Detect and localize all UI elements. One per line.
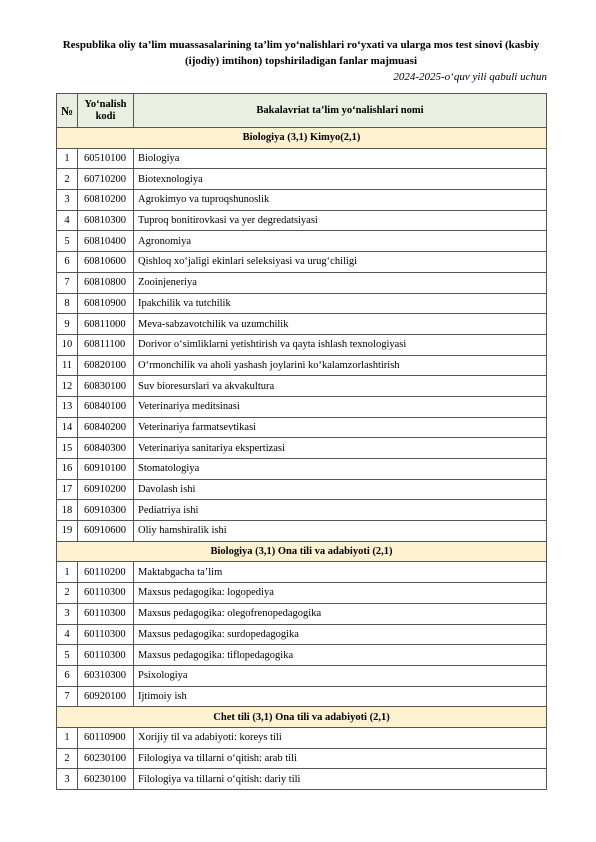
program-code: 60840300 — [78, 438, 134, 459]
row-number: 14 — [57, 417, 78, 438]
table-row — [57, 500, 547, 521]
table-header-row — [57, 94, 547, 128]
program-name: Veterinariya sanitariya ekspertizasi — [134, 438, 547, 459]
row-number: 19 — [57, 521, 78, 542]
programs-table — [56, 93, 547, 790]
row-number: 18 — [57, 500, 78, 521]
table-row — [57, 272, 547, 293]
row-number: 15 — [57, 438, 78, 459]
program-code: 60811100 — [78, 334, 134, 355]
program-code: 60910200 — [78, 479, 134, 500]
table-row — [57, 583, 547, 604]
table-row — [57, 169, 547, 190]
row-number: 16 — [57, 459, 78, 480]
program-code: 60110300 — [78, 583, 134, 604]
program-name: Veterinariya farmatsevtikasi — [134, 417, 547, 438]
row-number: 11 — [57, 355, 78, 376]
program-code: 60910300 — [78, 500, 134, 521]
program-name: Oliy hamshiralik ishi — [134, 521, 547, 542]
header-code: Yo‘nalish kodi — [78, 94, 134, 128]
program-name: Agrokimyo va tuproqshunoslik — [134, 190, 547, 211]
row-number: 5 — [57, 645, 78, 666]
table-row — [57, 396, 547, 417]
row-number: 12 — [57, 376, 78, 397]
section-title: Biologiya (3,1) Kimyo(2,1) — [57, 128, 547, 149]
header-name: Bakalavriat ta’lim yo‘nalishlari nomi — [134, 94, 547, 128]
header-number: № — [57, 94, 78, 128]
table-row — [57, 438, 547, 459]
program-code: 60310300 — [78, 665, 134, 686]
row-number: 4 — [57, 624, 78, 645]
row-number: 7 — [57, 686, 78, 707]
program-code: 60110300 — [78, 603, 134, 624]
table-row — [57, 314, 547, 335]
program-code: 60840200 — [78, 417, 134, 438]
program-name: Ipakchilik va tutchilik — [134, 293, 547, 314]
table-row — [57, 645, 547, 666]
program-code: 60510100 — [78, 148, 134, 169]
program-code: 60910600 — [78, 521, 134, 542]
program-name: Ijtimoiy ish — [134, 686, 547, 707]
program-name: Maxsus pedagogika: tiflopedagogika — [134, 645, 547, 666]
program-code: 60810300 — [78, 210, 134, 231]
program-code: 60710200 — [78, 169, 134, 190]
program-code: 60810400 — [78, 231, 134, 252]
program-code: 60810800 — [78, 272, 134, 293]
table-body — [57, 128, 547, 790]
row-number: 6 — [57, 252, 78, 273]
row-number: 5 — [57, 231, 78, 252]
table-row — [57, 355, 547, 376]
program-name: Veterinariya meditsinasi — [134, 396, 547, 417]
program-name: Filologiya va tillarni o‘qitish: arab tili — [134, 748, 547, 769]
program-code: 60920100 — [78, 686, 134, 707]
table-row — [57, 210, 547, 231]
table-row — [57, 334, 547, 355]
section-header-row — [57, 707, 547, 728]
program-name: Davolash ishi — [134, 479, 547, 500]
row-number: 7 — [57, 272, 78, 293]
table-row — [57, 190, 547, 211]
row-number: 17 — [57, 479, 78, 500]
program-code: 60110900 — [78, 727, 134, 748]
table-row — [57, 562, 547, 583]
row-number: 4 — [57, 210, 78, 231]
program-name: Tuproq bonitirovkasi va yer degredatsiyasi — [134, 210, 547, 231]
table-row — [57, 459, 547, 480]
row-number: 2 — [57, 583, 78, 604]
table-row — [57, 686, 547, 707]
program-code: 60810900 — [78, 293, 134, 314]
row-number: 1 — [57, 727, 78, 748]
program-name: Zooinjeneriya — [134, 272, 547, 293]
program-code: 60820100 — [78, 355, 134, 376]
table-row — [57, 417, 547, 438]
table-row — [57, 665, 547, 686]
table-row — [57, 769, 547, 790]
row-number: 3 — [57, 190, 78, 211]
row-number: 8 — [57, 293, 78, 314]
table-row — [57, 148, 547, 169]
table-row — [57, 479, 547, 500]
table-row — [57, 603, 547, 624]
program-name: Biotexnologiya — [134, 169, 547, 190]
program-name: Maxsus pedagogika: logopediya — [134, 583, 547, 604]
table-row — [57, 376, 547, 397]
row-number: 2 — [57, 169, 78, 190]
program-name: Agronomiya — [134, 231, 547, 252]
program-name: Stomatologiya — [134, 459, 547, 480]
program-name: Maxsus pedagogika: surdopedagogika — [134, 624, 547, 645]
program-code: 60810600 — [78, 252, 134, 273]
row-number: 13 — [57, 396, 78, 417]
program-code: 60910100 — [78, 459, 134, 480]
row-number: 6 — [57, 665, 78, 686]
program-name: Qishloq xo‘jaligi ekinlari seleksiyasi va urug‘chiligi — [134, 252, 547, 273]
row-number: 3 — [57, 769, 78, 790]
program-code: 60110200 — [78, 562, 134, 583]
program-code: 60110300 — [78, 645, 134, 666]
section-title: Chet tili (3,1) Ona tili va adabiyoti (2,1) — [57, 707, 547, 728]
table-row — [57, 293, 547, 314]
section-title: Biologiya (3,1) Ona tili va adabiyoti (2,1) — [57, 541, 547, 562]
program-name: Dorivor o‘simliklarni yetishtirish va qayta ishlash texnologiyasi — [134, 334, 547, 355]
table-row — [57, 231, 547, 252]
program-code: 60230100 — [78, 769, 134, 790]
row-number: 10 — [57, 334, 78, 355]
program-name: Maxsus pedagogika: olegofrenopedagogika — [134, 603, 547, 624]
section-header-row — [57, 541, 547, 562]
program-name: Biologiya — [134, 148, 547, 169]
row-number: 9 — [57, 314, 78, 335]
program-name: Pediatriya ishi — [134, 500, 547, 521]
program-code: 60230100 — [78, 748, 134, 769]
program-name: Filologiya va tillarni o‘qitish: dariy tili — [134, 769, 547, 790]
program-code: 60840100 — [78, 396, 134, 417]
table-row — [57, 521, 547, 542]
row-number: 1 — [57, 562, 78, 583]
table-row — [57, 727, 547, 748]
table-row — [57, 748, 547, 769]
admission-year-note: 2024-2025-o‘quv yili qabuli uchun — [393, 71, 547, 83]
document-title: Respublika oliy ta’lim muassasalarining ta’lim yo‘nalishlari ro‘yxati va ularga mos test sinovi (kasbiy (ijodiy) imtihon) topshiriladigan fanlar majmuasi — [62, 39, 540, 67]
section-header-row — [57, 128, 547, 149]
program-code: 60811000 — [78, 314, 134, 335]
row-number: 1 — [57, 148, 78, 169]
program-name: Psixologiya — [134, 665, 547, 686]
table-row — [57, 624, 547, 645]
program-code: 60110300 — [78, 624, 134, 645]
program-name: Xorijiy til va adabiyoti: koreys tili — [134, 727, 547, 748]
program-code: 60810200 — [78, 190, 134, 211]
row-number: 3 — [57, 603, 78, 624]
program-name: Meva-sabzavotchilik va uzumchilik — [134, 314, 547, 335]
program-name: Maktabgacha ta’lim — [134, 562, 547, 583]
program-name: Suv bioresurslari va akvakultura — [134, 376, 547, 397]
program-name: O‘rmonchilik va aholi yashash joylarini ko‘kalamzorlashtirish — [134, 355, 547, 376]
row-number: 2 — [57, 748, 78, 769]
program-code: 60830100 — [78, 376, 134, 397]
table-row — [57, 252, 547, 273]
